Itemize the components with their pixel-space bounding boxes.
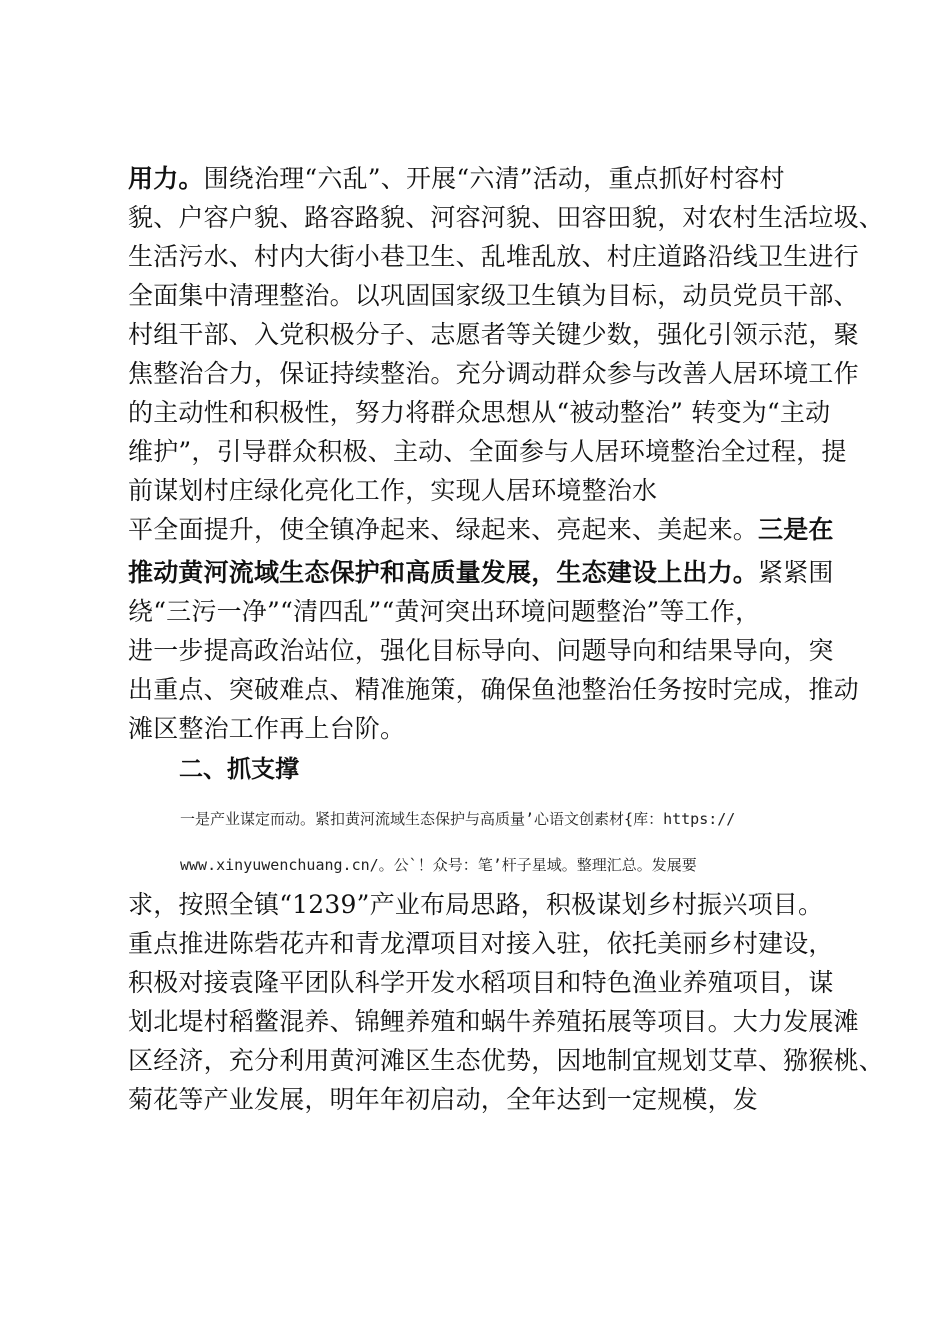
paragraph1-line3: 生活污水、村内大街小巷卫生、乱堆乱放、村庄道路沿线卫生进行 <box>128 242 859 271</box>
paragraph2-line4: 划北堤村稻鳖混养、锦鲤养殖和蜗牛养殖拓展等项目。大力发展滩 <box>128 1007 859 1036</box>
paragraph2-line3: 积极对接袁隆平团队科学开发水稻项目和特色渔业养殖项目，谋 <box>128 968 834 997</box>
paragraph1-line14: 出重点、突破难点、精准施策，确保鱼池整治任务按时完成，推动 <box>128 675 859 704</box>
paragraph2-line2: 重点推进陈砦花卉和青龙潭项目对接入驻，依托美丽乡村建设， <box>128 929 834 958</box>
paragraph1-line5: 村组干部、入党积极分子、志愿者等关键少数，强化引领示范，聚 <box>128 320 859 349</box>
paragraph2-line5: 区经济，充分利用黄河滩区生态优势，因地制宜规划艾草、猕猴桃、 <box>128 1046 885 1075</box>
paragraph1-line2: 貌、户容户貌、路容路貌、河容河貌、田容田貌，对农村生活垃圾、 <box>128 203 885 232</box>
line-text: 平全面提升，使全镇净起来、绿起来、亮起来、美起来。 <box>128 515 759 544</box>
small-text-line2: www.xinyuwenchuang.cn/。公`！众号：笔’杆子星域。整理汇总。发展要 <box>180 856 697 874</box>
paragraph2-line1: 求，按照全镇“1239”产业布局思路，积极谋划乡村振兴项目。 <box>128 890 824 919</box>
bold-lead-text: 三是在 <box>758 515 834 544</box>
bold-lead-text: 用力。 <box>128 164 204 193</box>
bold-lead-text: 推动黄河流域生态保护和高质量发展，生态建设上出力。 <box>128 558 759 587</box>
line-text: 围绕治理“六乱”、开展“六清”活动，重点抓好村容村 <box>203 164 785 193</box>
paragraph1-line8: 维护”，引导群众积极、主动、全面参与人居环境整治全过程，提 <box>128 437 847 466</box>
paragraph1-line9: 前谋划村庄绿化亮化工作，实现人居环境整治水 <box>128 476 658 505</box>
section-heading: 二、抓支撑 <box>179 755 299 783</box>
paragraph1-line15: 滩区整治工作再上台阶。 <box>128 714 406 743</box>
small-text-line1: 一是产业谋定而动。紧扣黄河流域生态保护与高质量’心语文创素材{库：https:// <box>180 810 736 828</box>
paragraph1-line4: 全面集中清理整治。以巩固国家级卫生镇为目标，动员党员干部、 <box>128 281 859 310</box>
paragraph1-line11 <box>128 556 834 590</box>
paragraph1-line1 <box>128 162 785 196</box>
paragraph2-line6: 菊花等产业发展，明年年初启动，全年达到一定规模，发 <box>128 1085 759 1114</box>
paragraph1-line13: 进一步提高政治站位，强化目标导向、问题导向和结果导向，突 <box>128 636 834 665</box>
paragraph1-line10 <box>128 513 834 547</box>
line-text: 紧紧围 <box>758 558 834 587</box>
paragraph1-line12: 绕“三污一净”“清四乱”“黄河突出环境问题整治”等工作， <box>128 597 761 626</box>
paragraph1-line6: 焦整治合力，保证持续整治。充分调动群众参与改善人居环境工作 <box>128 359 859 388</box>
paragraph1-line7: 的主动性和积极性，努力将群众思想从“被动整治” 转变为“主动 <box>128 398 831 427</box>
